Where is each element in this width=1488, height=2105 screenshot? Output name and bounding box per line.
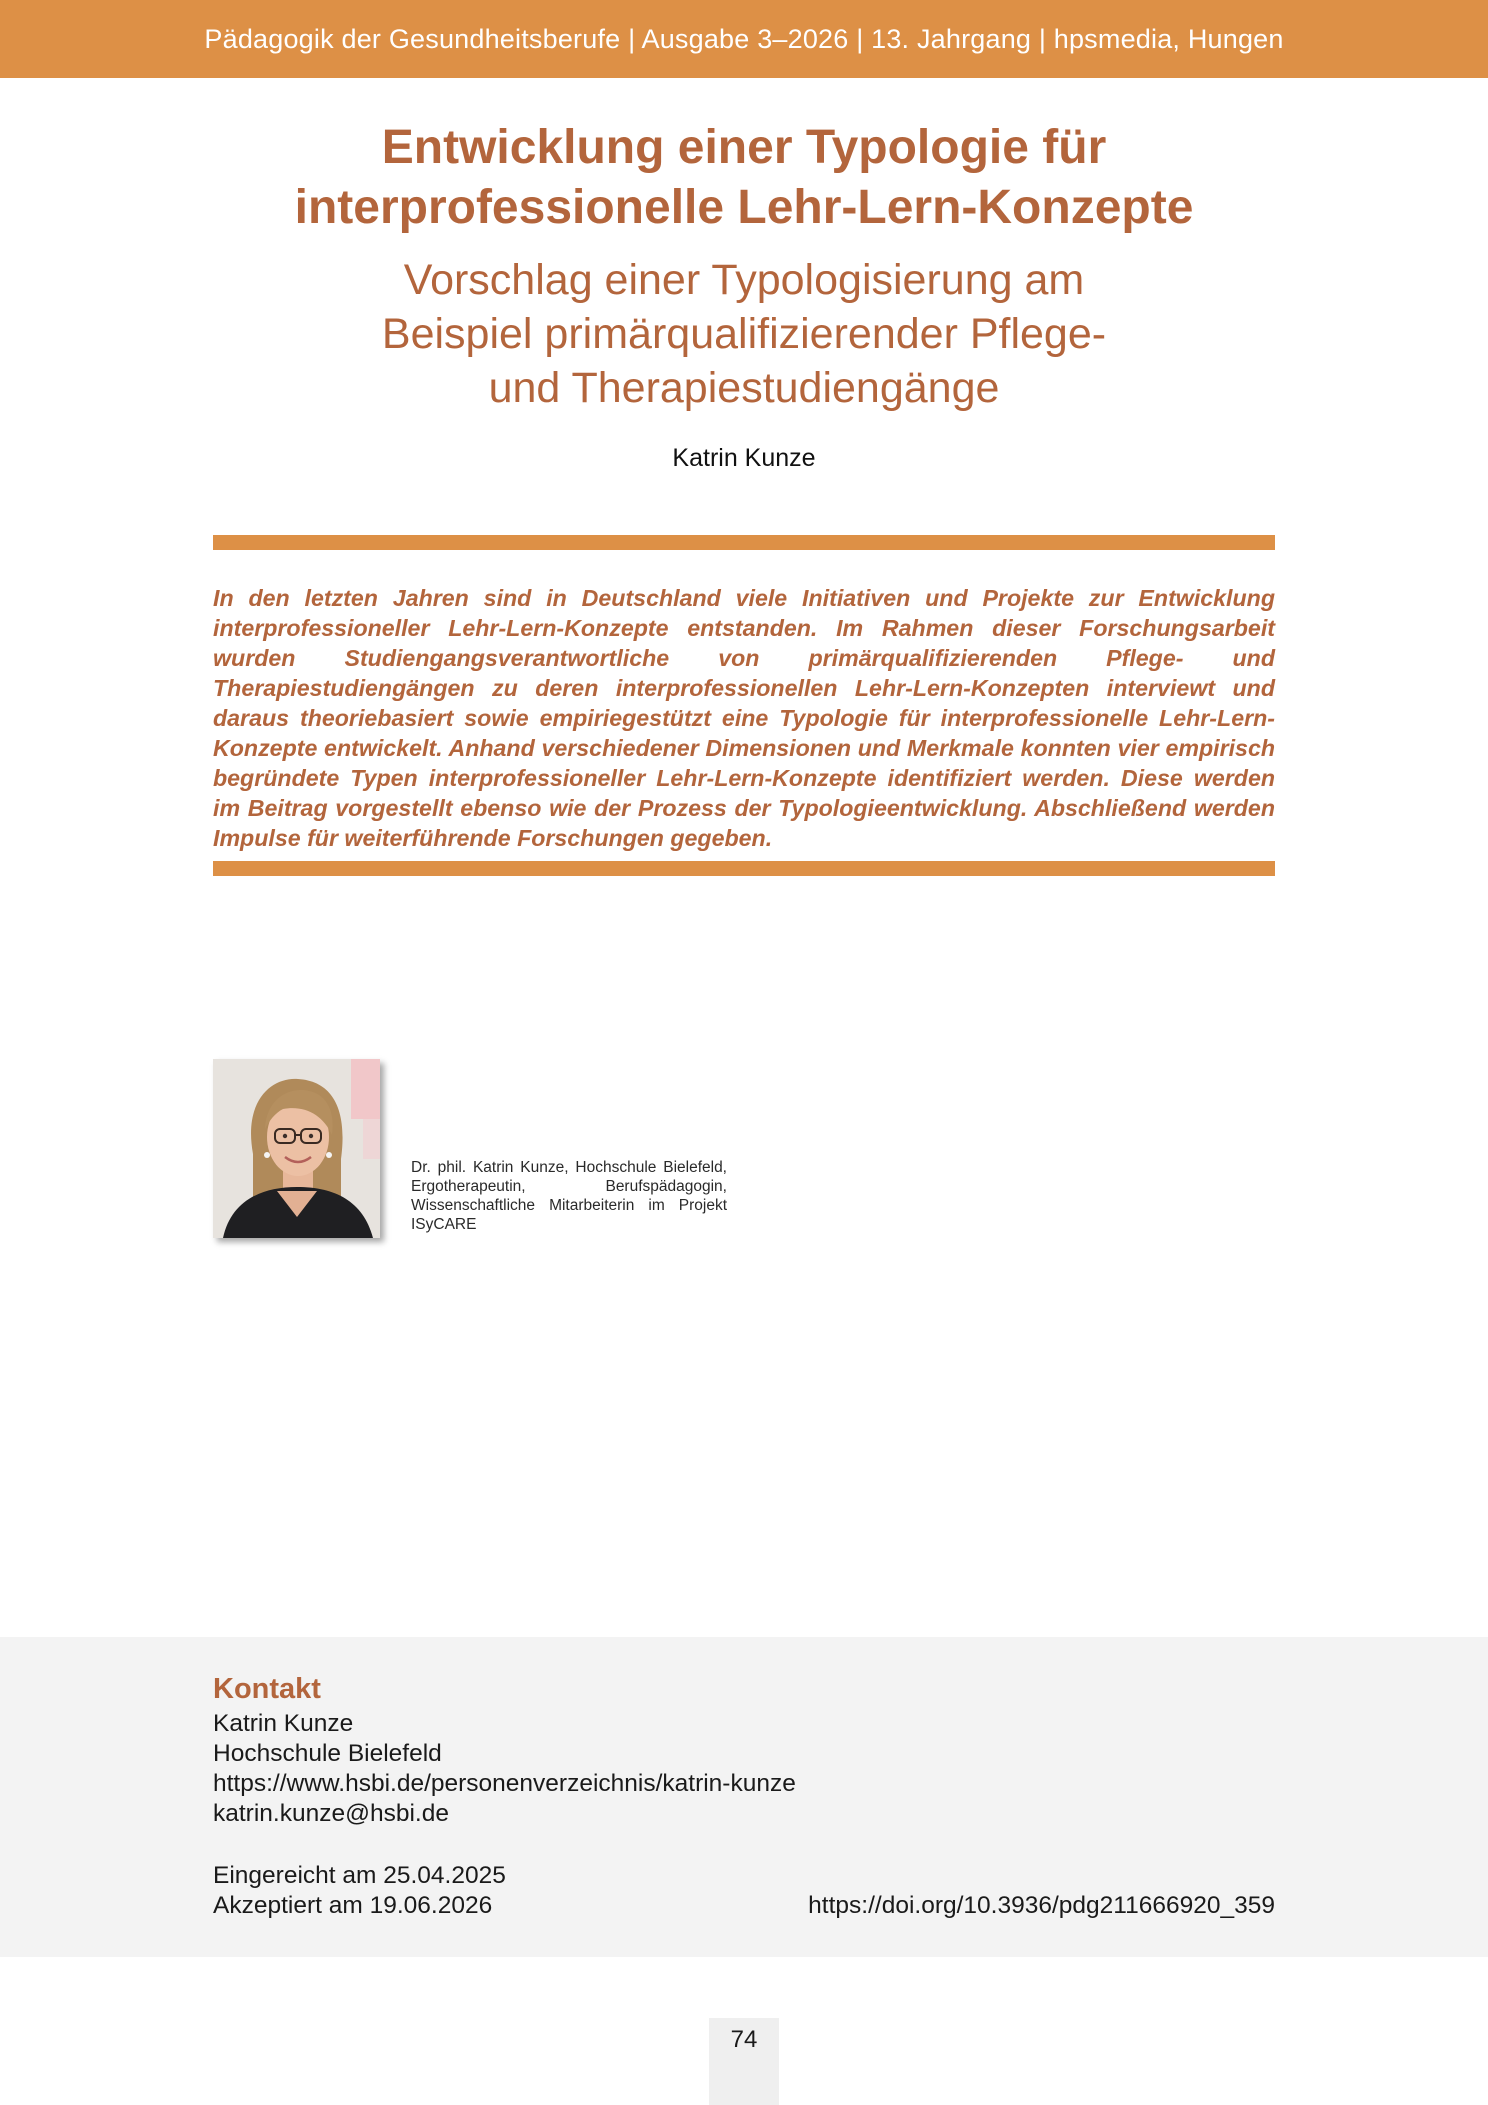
- contact-heading: Kontakt: [213, 1673, 321, 1705]
- contact-institution: Hochschule Bielefeld: [213, 1740, 442, 1767]
- author-photo: [213, 1059, 380, 1238]
- accepted-date: Akzeptiert am 19.06.2026: [213, 1892, 493, 1919]
- running-header: [0, 0, 1488, 78]
- contact-email-link[interactable]: katrin.kunze@hsbi.de: [213, 1800, 449, 1827]
- author-name: Katrin Kunze: [672, 444, 816, 472]
- subtitle-line-3: und Therapiestudiengänge: [488, 364, 1000, 412]
- author-bio: Dr. phil. Katrin Kunze, Hochschule Bielefeld, Ergotherapeutin, Berufspädagogin, Wissenschaftliche Mitarbeiterin im Projekt ISyCARE: [411, 1159, 727, 1233]
- abstract-top-rule: [213, 535, 1275, 550]
- subtitle-line-2: Beispiel primärqualifizierender Pflege-: [381, 310, 1107, 358]
- subtitle-line-1: Vorschlag einer Typologisierung am: [403, 256, 1085, 304]
- submitted-date: Eingereicht am 25.04.2025: [213, 1862, 506, 1889]
- title-line-1: Entwicklung einer Typologie für: [381, 121, 1107, 174]
- title-line-2: interprofessionelle Lehr-Lern-Konzepte: [294, 181, 1194, 234]
- contact-name: Katrin Kunze: [213, 1710, 354, 1737]
- doi-link[interactable]: https://doi.org/10.3936/pdg211666920_359: [808, 1892, 1275, 1919]
- running-head-text: Pädagogik der Gesundheitsberufe | Ausgabe 3–2026 | 13. Jahrgang | hpsmedia, Hungen: [204, 23, 1284, 54]
- article-subtitle: [213, 253, 1275, 415]
- page-number: 74: [730, 2026, 758, 2053]
- contact-url-link[interactable]: https://www.hsbi.de/personenverzeichnis/katrin-kunze: [213, 1770, 796, 1797]
- article-title: [213, 118, 1275, 238]
- abstract-text: In den letzten Jahren sind in Deutschland viele Initiativen und Projekte zur Entwicklung interprofessioneller Lehr-Lern-Konzepte entstanden. Im Rahmen dieser Forschungsarbeit wurden Studiengangsverantwortliche von primärqualifizierenden Pflege- und Therapiestudiengängen zu deren interprofessionellen Lehr-Lern-Konzepten interviewt und daraus theoriebasiert sowie empiriegestützt eine Typologie für interprofessionelle Lehr-Lern-Konzepte entwickelt. Anhand verschiedener Dimensionen und Merkmale konnten vier empirisch begründete Typen interprofessioneller Lehr-Lern-Konzepte identifiziert werden. Diese werden im Beitrag vorgestellt ebenso wie der Prozess der Typologieentwicklung. Abschließend werden Impulse für weiterführende Forschungen gegeben.: [213, 585, 1275, 851]
- abstract-bottom-rule: [213, 861, 1275, 876]
